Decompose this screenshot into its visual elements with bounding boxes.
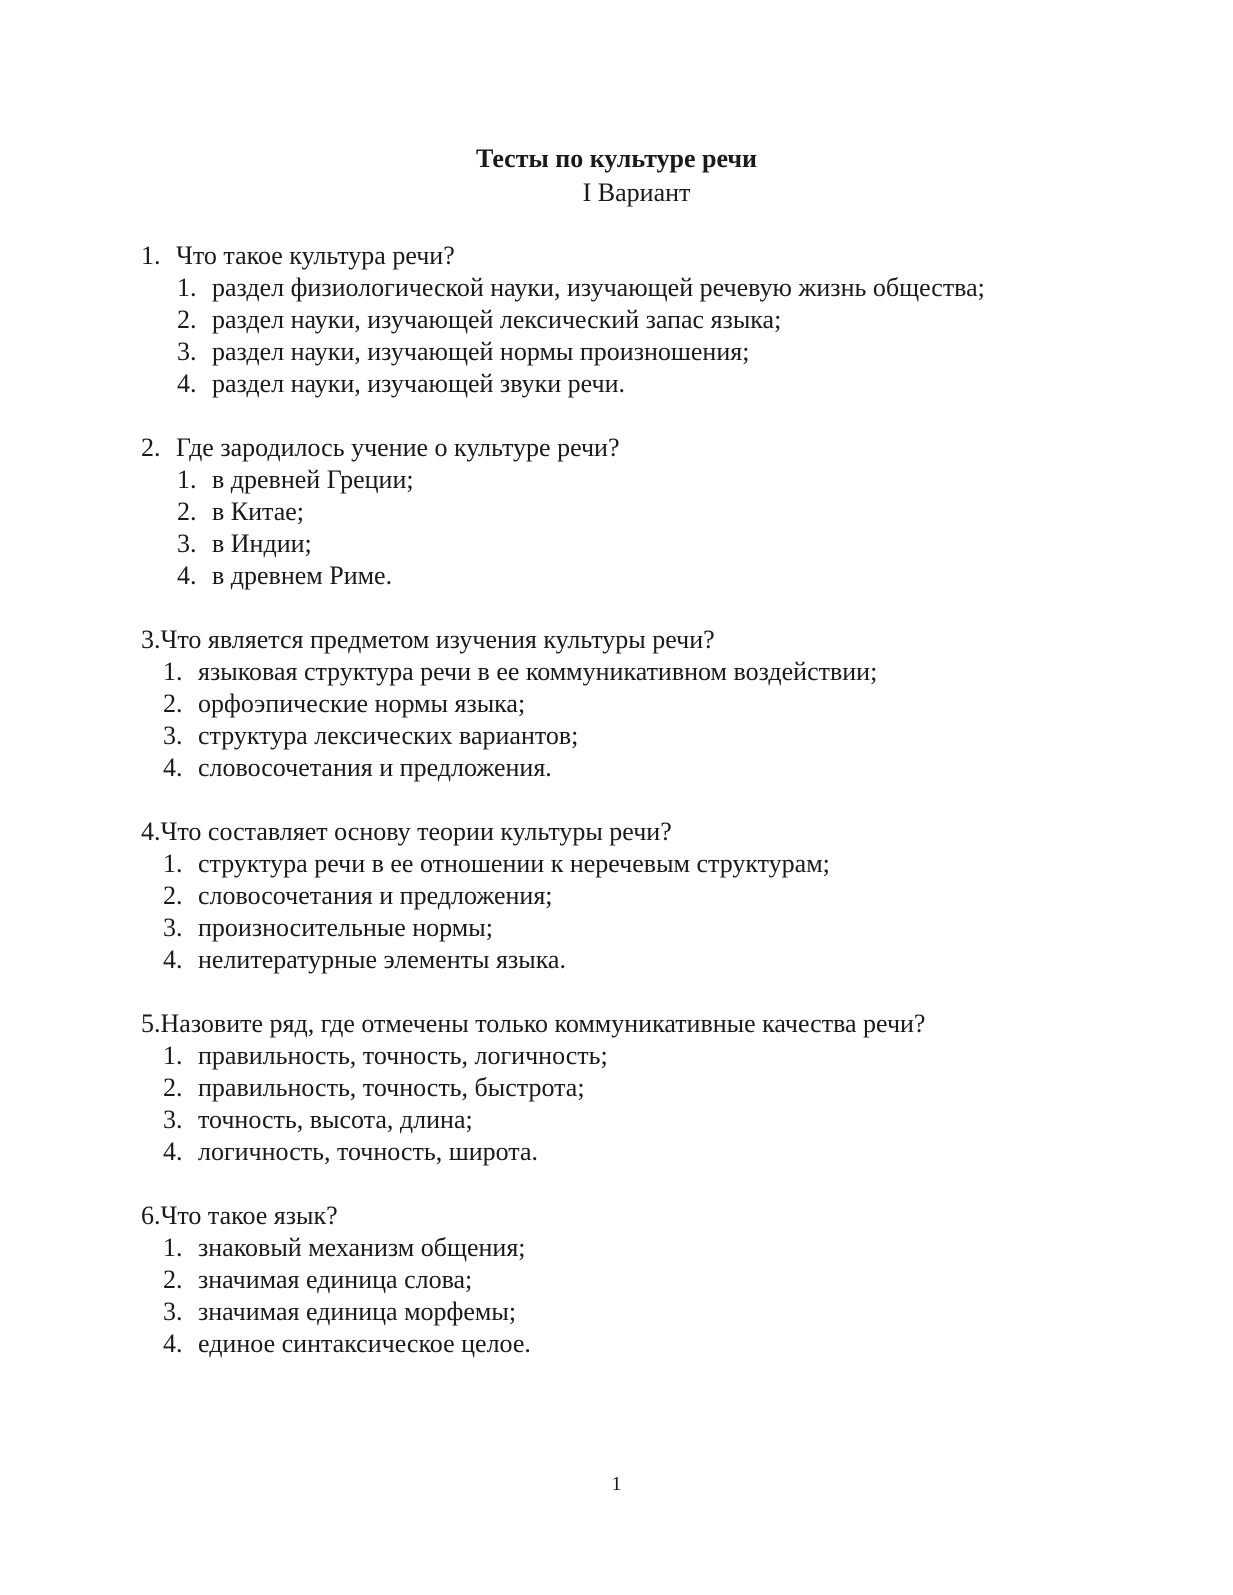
question-heading — [141, 240, 1141, 272]
answer-number: 2. — [163, 881, 183, 910]
answer-option — [163, 1136, 1141, 1168]
answer-number: 1. — [177, 465, 197, 494]
question-text: Где зародилось учение о культуре речи? — [176, 433, 620, 462]
answer-option — [177, 304, 1141, 336]
question-4 — [141, 816, 1141, 976]
answer-option — [177, 560, 1141, 592]
answer-list — [141, 1040, 1141, 1168]
question-heading — [141, 432, 1141, 464]
answer-number: 4. — [177, 561, 197, 590]
question-heading — [141, 816, 1141, 848]
question-number: 2. — [141, 433, 161, 462]
answer-text: раздел науки, изучающей нормы произношения; — [212, 337, 750, 366]
answer-text: раздел науки, изучающей лексический запас языка; — [212, 305, 782, 334]
document-subtitle: I Вариант — [582, 178, 691, 207]
answer-option — [163, 720, 1141, 752]
answer-number: 4. — [163, 1137, 183, 1166]
answer-list — [141, 464, 1141, 592]
answer-list — [141, 1232, 1141, 1360]
answer-text: структура лексических вариантов; — [198, 721, 579, 750]
answer-text: единое синтаксическое целое. — [198, 1329, 531, 1358]
answer-text: в Китае; — [212, 497, 305, 526]
answer-option — [177, 272, 1141, 304]
answer-number: 2. — [163, 1073, 183, 1102]
answer-option — [163, 1040, 1141, 1072]
document-title: Тесты по культуре речи — [475, 144, 758, 173]
answer-number: 4. — [163, 753, 183, 782]
answer-option — [177, 336, 1141, 368]
question-3 — [141, 624, 1141, 784]
answer-option — [177, 464, 1141, 496]
question-text: Что составляет основу теории культуры речи? — [160, 817, 672, 846]
question-heading — [141, 624, 1141, 656]
answer-text: значимая единица морфемы; — [198, 1297, 517, 1326]
answer-option — [177, 528, 1141, 560]
answer-number: 1. — [177, 273, 197, 302]
answer-number: 3. — [163, 721, 183, 750]
answer-option — [163, 944, 1141, 976]
question-number: 3. — [141, 625, 161, 654]
answer-number: 3. — [163, 913, 183, 942]
question-5 — [141, 1008, 1141, 1168]
question-list — [141, 240, 1141, 1392]
answer-text: раздел физиологической науки, изучающей речевую жизнь общества; — [212, 273, 985, 302]
answer-list — [141, 272, 1141, 400]
answer-number: 1. — [163, 1233, 183, 1262]
answer-option — [163, 1232, 1141, 1264]
answer-text: в Индии; — [212, 529, 312, 558]
answer-number: 3. — [177, 337, 197, 366]
question-text: Что такое язык? — [160, 1201, 338, 1230]
question-number: 4. — [141, 817, 161, 846]
page-number: 1 — [611, 1473, 622, 1495]
answer-number: 3. — [177, 529, 197, 558]
question-text: Что такое культура речи? — [176, 241, 455, 270]
answer-number: 4. — [163, 1329, 183, 1358]
question-text: Что является предметом изучения культуры речи? — [160, 625, 715, 654]
answer-option — [163, 1296, 1141, 1328]
question-heading — [141, 1200, 1141, 1232]
answer-option — [177, 368, 1141, 400]
answer-text: произносительные нормы; — [198, 913, 493, 942]
answer-option — [163, 848, 1141, 880]
answer-list — [141, 656, 1141, 784]
answer-option — [163, 1328, 1141, 1360]
question-1 — [141, 240, 1141, 400]
answer-option — [177, 496, 1141, 528]
question-text: Назовите ряд, где отмечены только коммуникативные качества речи? — [160, 1009, 926, 1038]
answer-text: словосочетания и предложения; — [198, 881, 553, 910]
answer-text: структура речи в ее отношении к неречевым структурам; — [198, 849, 830, 878]
answer-text: словосочетания и предложения. — [198, 753, 552, 782]
answer-number: 2. — [177, 305, 197, 334]
answer-list — [141, 848, 1141, 976]
answer-option — [163, 912, 1141, 944]
question-6 — [141, 1200, 1141, 1360]
answer-number: 1. — [163, 849, 183, 878]
answer-option — [163, 880, 1141, 912]
answer-text: раздел науки, изучающей звуки речи. — [212, 369, 626, 398]
answer-number: 2. — [177, 497, 197, 526]
answer-option — [163, 688, 1141, 720]
answer-number: 2. — [163, 689, 183, 718]
answer-option — [163, 1264, 1141, 1296]
answer-number: 3. — [163, 1105, 183, 1134]
answer-text: нелитературные элементы языка. — [198, 945, 566, 974]
answer-text: языковая структура речи в ее коммуникативном воздействии; — [198, 657, 878, 686]
answer-text: орфоэпические нормы языка; — [198, 689, 526, 718]
answer-text: правильность, точность, логичность; — [198, 1041, 608, 1070]
answer-text: логичность, точность, широта. — [198, 1137, 539, 1166]
answer-number: 1. — [163, 1041, 183, 1070]
answer-text: точность, высота, длина; — [198, 1105, 473, 1134]
answer-number: 4. — [177, 369, 197, 398]
answer-text: значимая единица слова; — [198, 1265, 473, 1294]
question-heading — [141, 1008, 1141, 1040]
answer-text: знаковый механизм общения; — [198, 1233, 526, 1262]
question-number: 6. — [141, 1201, 161, 1230]
answer-text: в древней Греции; — [212, 465, 414, 494]
answer-number: 2. — [163, 1265, 183, 1294]
question-number: 1. — [141, 241, 161, 270]
question-number: 5. — [141, 1009, 161, 1038]
answer-option — [163, 656, 1141, 688]
question-2 — [141, 432, 1141, 592]
answer-option — [163, 1104, 1141, 1136]
answer-text: в древнем Риме. — [212, 561, 393, 590]
answer-text: правильность, точность, быстрота; — [198, 1073, 585, 1102]
answer-option — [163, 1072, 1141, 1104]
answer-number: 4. — [163, 945, 183, 974]
answer-number: 3. — [163, 1297, 183, 1326]
answer-number: 1. — [163, 657, 183, 686]
answer-option — [163, 752, 1141, 784]
